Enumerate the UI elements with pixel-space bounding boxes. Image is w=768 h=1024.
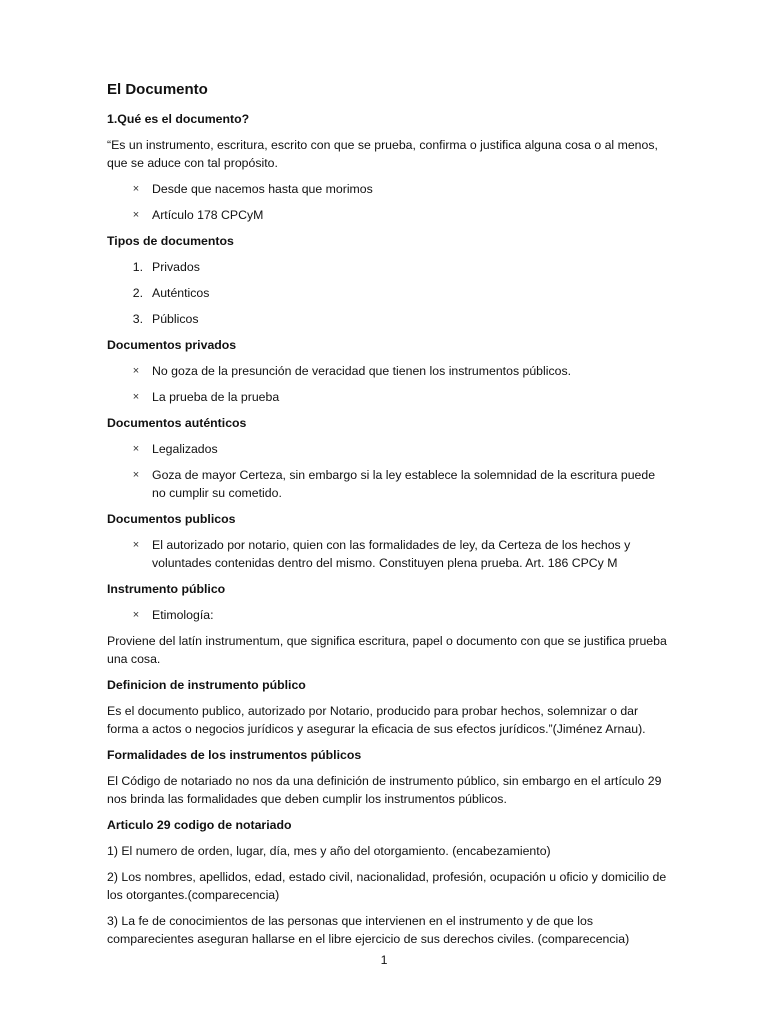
bullet-list <box>107 362 667 406</box>
bullet-x-icon: × <box>132 443 140 455</box>
section-heading: Tipos de documentos <box>107 234 234 248</box>
list-item <box>107 466 667 502</box>
list-item <box>107 536 667 572</box>
list-item <box>107 258 667 276</box>
list-item-text: No goza de la presunción de veracidad que tienen los instrumentos públicos. <box>152 364 572 378</box>
list-item <box>107 284 667 302</box>
list-item-text: El autorizado por notario, quien con las formalidades de ley, da Certeza de los hechos y voluntades contenidas dentro del mismo. Constituyen plena prueba. Art. 186 CPCy M <box>152 538 631 570</box>
paragraph: El Código de notariado no nos da una definición de instrumento público, sin embargo en el artículo 29 nos brinda las formalidades que deben cumplir los instrumentos públicos. <box>107 774 662 806</box>
bullet-x-icon: × <box>132 609 140 621</box>
paragraph: Proviene del latín instrumentum, que significa escritura, papel o documento con que se justifica prueba una cosa. <box>107 634 667 666</box>
bullet-list <box>107 606 667 624</box>
list-item-text: Etimología: <box>152 608 214 622</box>
list-number: 3. <box>132 312 143 326</box>
section-heading: Articulo 29 codigo de notariado <box>107 818 292 832</box>
document-page <box>107 80 667 956</box>
bullet-x-icon: × <box>132 365 140 377</box>
bullet-list <box>107 440 667 502</box>
list-item-text: Goza de mayor Certeza, sin embargo si la ley establece la solemnidad de la escritura puede no cumplir su cometido. <box>152 468 656 500</box>
section-heading: Documentos privados <box>107 338 237 352</box>
paragraph: Es el documento publico, autorizado por Notario, producido para probar hechos, solemnizar o dar forma a actos o negocios jurídicos y asegurar la eficacia de sus efectos jurídicos.”(Jiménez Arnau). <box>107 704 646 736</box>
list-item <box>107 362 667 380</box>
paragraph: 1) El numero de orden, lugar, día, mes y año del otorgamiento. (encabezamiento) <box>107 844 551 858</box>
page-number: 1 <box>380 953 388 967</box>
paragraph: 3) La fe de conocimientos de las personas que intervienen en el instrumento y de que los comparecientes aseguran hallarse en el libre ejercicio de sus derechos civiles. (comparecencia) <box>107 914 630 946</box>
list-item-text: Artículo 178 CPCyM <box>152 208 264 222</box>
section-heading: Formalidades de los instrumentos públicos <box>107 748 362 762</box>
list-item-text: Privados <box>152 260 200 274</box>
list-number: 1. <box>132 260 143 274</box>
section-heading: Documentos auténticos <box>107 416 247 430</box>
paragraph: 2) Los nombres, apellidos, edad, estado civil, nacionalidad, profesión, ocupación u oficio y domicilio de los otorgantes.(comparecencia) <box>107 870 667 902</box>
list-number: 2. <box>132 286 143 300</box>
paragraph: “Es un instrumento, escritura, escrito con que se prueba, confirma o justifica alguna cosa o al menos, que se aduce con tal propósito. <box>107 138 658 170</box>
list-item-text: Públicos <box>152 312 199 326</box>
list-item <box>107 206 667 224</box>
list-item <box>107 180 667 198</box>
bullet-list <box>107 536 667 572</box>
list-item-text: Desde que nacemos hasta que morimos <box>152 182 373 196</box>
list-item-text: Auténticos <box>152 286 210 300</box>
bullet-x-icon: × <box>132 391 140 403</box>
section-heading: 1.Qué es el documento? <box>107 112 250 126</box>
list-item-text: Legalizados <box>152 442 218 456</box>
list-item <box>107 310 667 328</box>
bullet-x-icon: × <box>132 209 140 221</box>
list-item <box>107 388 667 406</box>
bullet-list <box>107 180 667 224</box>
list-item-text: La prueba de la prueba <box>152 390 280 404</box>
numbered-list <box>107 258 667 328</box>
document-body <box>107 110 667 948</box>
list-item <box>107 606 667 624</box>
section-heading: Documentos publicos <box>107 512 236 526</box>
list-item <box>107 440 667 458</box>
bullet-x-icon: × <box>132 539 140 551</box>
bullet-x-icon: × <box>132 183 140 195</box>
section-heading: Definicion de instrumento público <box>107 678 306 692</box>
bullet-x-icon: × <box>132 469 140 481</box>
section-heading: Instrumento público <box>107 582 226 596</box>
document-title: El Documento <box>107 81 208 98</box>
